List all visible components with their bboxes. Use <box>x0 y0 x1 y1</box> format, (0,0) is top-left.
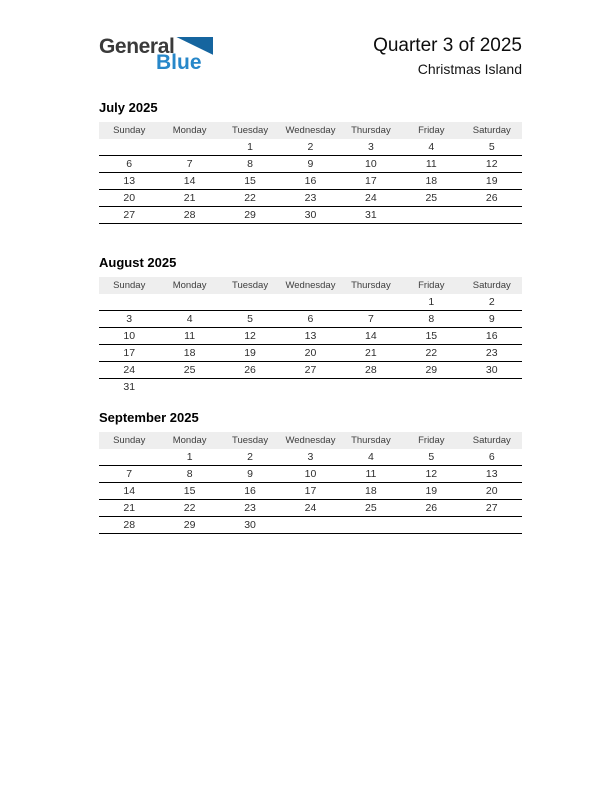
day-cell: 26 <box>485 192 498 205</box>
day-cell: 31 <box>123 381 136 394</box>
week-row <box>99 449 522 466</box>
day-cell: 27 <box>123 209 136 222</box>
day-cell: 13 <box>123 175 136 188</box>
weekday-header: Wednesday <box>280 122 340 139</box>
weekday-header: Thursday <box>341 122 401 139</box>
day-cell: 13 <box>485 468 498 481</box>
day-cell: 17 <box>123 347 136 360</box>
empty-day-cell <box>401 517 461 534</box>
day-cell: 20 <box>304 347 317 360</box>
weekday-header-row <box>99 432 522 449</box>
week-row <box>99 207 522 224</box>
location-subtitle: Christmas Island <box>417 60 522 77</box>
empty-day-cell <box>462 379 522 396</box>
day-cell: 18 <box>183 347 196 360</box>
month-calendar-table <box>99 122 522 224</box>
day-cell: 6 <box>307 313 314 326</box>
day-cell: 14 <box>123 485 136 498</box>
day-cell: 21 <box>183 192 196 205</box>
day-cell: 21 <box>365 347 377 360</box>
week-row <box>99 190 522 207</box>
day-cell: 16 <box>485 330 498 343</box>
empty-day-cell <box>99 139 159 156</box>
empty-day-cell <box>220 379 280 396</box>
empty-day-cell <box>401 207 461 224</box>
day-cell: 29 <box>183 519 196 532</box>
month-calendar-table <box>99 432 522 534</box>
weekday-header-row <box>99 122 522 139</box>
day-cell: 18 <box>365 485 377 498</box>
day-cell: 5 <box>247 313 253 326</box>
logo-text-general: General <box>99 35 175 58</box>
day-cell: 15 <box>183 485 196 498</box>
day-cell: 27 <box>304 364 317 377</box>
day-cell: 19 <box>244 347 256 360</box>
day-cell: 26 <box>425 502 438 515</box>
day-cell: 14 <box>183 175 196 188</box>
day-cell: 8 <box>428 313 435 326</box>
week-row <box>99 379 522 396</box>
general-blue-logo <box>99 36 239 84</box>
day-cell: 28 <box>365 364 377 377</box>
day-cell: 4 <box>186 313 193 326</box>
day-cell: 1 <box>186 451 193 464</box>
weekday-header: Saturday <box>462 432 522 449</box>
day-cell: 14 <box>365 330 377 343</box>
day-cell: 23 <box>244 502 256 515</box>
day-cell: 22 <box>244 192 256 205</box>
weekday-header: Wednesday <box>280 277 340 294</box>
day-cell: 21 <box>123 502 136 515</box>
empty-day-cell <box>280 294 340 311</box>
empty-day-cell <box>341 294 401 311</box>
day-cell: 7 <box>367 313 374 326</box>
empty-day-cell <box>220 294 280 311</box>
month-section <box>99 100 522 224</box>
day-cell: 26 <box>244 364 256 377</box>
weekday-header: Wednesday <box>280 432 340 449</box>
week-row <box>99 294 522 311</box>
empty-day-cell <box>341 379 401 396</box>
day-cell: 4 <box>428 141 435 154</box>
day-cell: 30 <box>304 209 317 222</box>
empty-day-cell <box>280 379 340 396</box>
weekday-header: Monday <box>159 122 219 139</box>
day-cell: 31 <box>365 209 377 222</box>
day-cell: 12 <box>485 158 498 171</box>
day-cell: 5 <box>488 141 495 154</box>
weekday-header: Monday <box>159 277 219 294</box>
weekday-header: Sunday <box>99 432 159 449</box>
day-cell: 5 <box>428 451 435 464</box>
week-row <box>99 517 522 534</box>
day-cell: 11 <box>184 330 196 343</box>
weekday-header: Saturday <box>462 277 522 294</box>
day-cell: 8 <box>186 468 193 481</box>
day-cell: 10 <box>123 330 136 343</box>
day-cell: 2 <box>247 451 253 464</box>
empty-day-cell <box>280 517 340 534</box>
day-cell: 9 <box>247 468 253 481</box>
day-cell: 11 <box>365 468 377 481</box>
empty-day-cell <box>159 294 219 311</box>
empty-day-cell <box>159 379 219 396</box>
weekday-header: Tuesday <box>220 277 280 294</box>
weekday-header: Thursday <box>341 432 401 449</box>
day-cell: 4 <box>367 451 374 464</box>
day-cell: 1 <box>428 296 435 309</box>
weekday-header: Monday <box>159 432 219 449</box>
day-cell: 28 <box>123 519 136 532</box>
week-row <box>99 362 522 379</box>
day-cell: 15 <box>244 175 256 188</box>
day-cell: 9 <box>307 158 314 171</box>
day-cell: 3 <box>126 313 133 326</box>
day-cell: 25 <box>183 364 196 377</box>
day-cell: 10 <box>365 158 377 171</box>
day-cell: 16 <box>304 175 317 188</box>
weekday-header: Friday <box>401 122 461 139</box>
day-cell: 11 <box>425 158 437 171</box>
week-row <box>99 156 522 173</box>
day-cell: 22 <box>183 502 196 515</box>
day-cell: 30 <box>244 519 256 532</box>
day-cell: 3 <box>307 451 314 464</box>
quarter-title-block <box>373 36 522 77</box>
empty-day-cell <box>99 294 159 311</box>
weekday-header: Friday <box>401 432 461 449</box>
day-cell: 12 <box>244 330 256 343</box>
day-cell: 16 <box>244 485 256 498</box>
weekday-header-row <box>99 277 522 294</box>
page-header <box>99 36 522 84</box>
month-section <box>99 255 522 395</box>
empty-day-cell <box>462 207 522 224</box>
day-cell: 6 <box>126 158 133 171</box>
weekday-header: Friday <box>401 277 461 294</box>
day-cell: 9 <box>488 313 495 326</box>
week-row <box>99 328 522 345</box>
day-cell: 20 <box>485 485 498 498</box>
weekday-header: Sunday <box>99 277 159 294</box>
day-cell: 24 <box>123 364 136 377</box>
week-row <box>99 139 522 156</box>
day-cell: 3 <box>367 141 374 154</box>
day-cell: 20 <box>123 192 136 205</box>
day-cell: 12 <box>425 468 438 481</box>
empty-day-cell <box>99 449 159 466</box>
week-row <box>99 466 522 483</box>
month-title: August 2025 <box>99 255 177 270</box>
logo-text-blue: Blue <box>156 51 202 74</box>
day-cell: 19 <box>485 175 498 188</box>
month-title: July 2025 <box>99 100 158 115</box>
day-cell: 8 <box>247 158 253 171</box>
empty-day-cell <box>341 517 401 534</box>
empty-day-cell <box>159 139 219 156</box>
day-cell: 29 <box>425 364 438 377</box>
quarter-title: Quarter 3 of 2025 <box>373 35 522 56</box>
week-row <box>99 500 522 517</box>
weekday-header: Thursday <box>341 277 401 294</box>
day-cell: 24 <box>304 502 317 515</box>
day-cell: 29 <box>244 209 256 222</box>
day-cell: 19 <box>425 485 438 498</box>
day-cell: 22 <box>425 347 438 360</box>
day-cell: 10 <box>304 468 317 481</box>
weekday-header: Sunday <box>99 122 159 139</box>
day-cell: 17 <box>365 175 377 188</box>
day-cell: 25 <box>365 502 377 515</box>
empty-day-cell <box>401 379 461 396</box>
day-cell: 2 <box>488 296 495 309</box>
day-cell: 25 <box>425 192 438 205</box>
day-cell: 7 <box>126 468 133 481</box>
week-row <box>99 483 522 500</box>
month-calendar-table <box>99 277 522 395</box>
day-cell: 28 <box>183 209 196 222</box>
weekday-header: Tuesday <box>220 432 280 449</box>
day-cell: 6 <box>488 451 495 464</box>
weekday-header: Saturday <box>462 122 522 139</box>
month-section <box>99 410 522 534</box>
weekday-header: Tuesday <box>220 122 280 139</box>
day-cell: 15 <box>425 330 438 343</box>
day-cell: 23 <box>304 192 317 205</box>
day-cell: 17 <box>304 485 317 498</box>
day-cell: 13 <box>304 330 317 343</box>
day-cell: 18 <box>425 175 438 188</box>
day-cell: 24 <box>365 192 377 205</box>
week-row <box>99 345 522 362</box>
week-row <box>99 173 522 190</box>
month-title: September 2025 <box>99 410 199 425</box>
day-cell: 27 <box>485 502 498 515</box>
day-cell: 2 <box>307 141 314 154</box>
day-cell: 30 <box>485 364 498 377</box>
day-cell: 7 <box>186 158 193 171</box>
week-row <box>99 311 522 328</box>
day-cell: 1 <box>247 141 253 154</box>
day-cell: 23 <box>485 347 498 360</box>
empty-day-cell <box>462 517 522 534</box>
